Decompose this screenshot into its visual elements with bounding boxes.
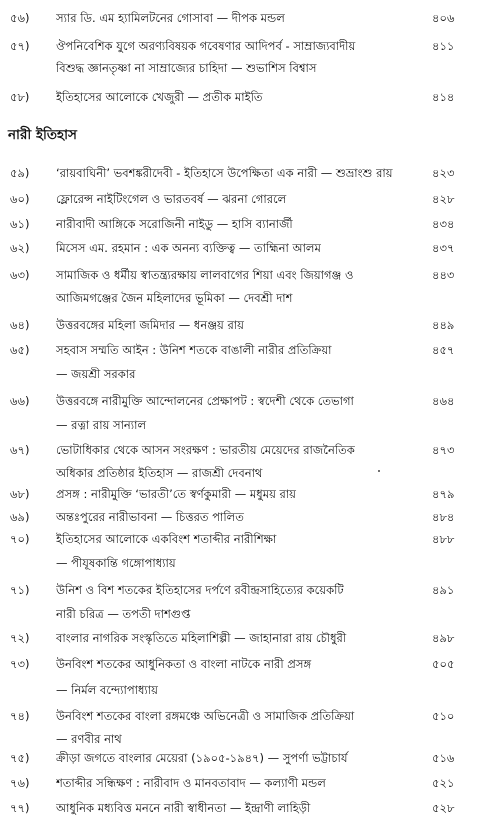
entry-page-number: ৪১১ <box>432 39 455 53</box>
entry-number: ৬২) <box>10 241 30 255</box>
entry-title-line: নারী চরিত্র — তপতী দাশগুপ্ত <box>56 607 191 621</box>
entry-title-line: ঔপনিবেশিক যুগে অরণ্যবিষয়ক গবেষণার আদিপর্ব - সাম্রাজ্যবাদীয় <box>56 39 356 53</box>
entry-number: ৭৬) <box>10 776 30 790</box>
entry-title-line: — রণবীর নাথ <box>56 732 122 746</box>
entry-title-line: সহবাস সম্মতি আইন : উনিশ শতকে বাঙালী নারীর প্রতিক্রিয়া <box>56 343 332 357</box>
entry-page-number: ৪৭৩ <box>432 443 455 457</box>
entry-page-number: ৪৮৪ <box>432 510 455 524</box>
entry-title-line: ফ্লোরেন্স নাইটিংগেল ও ভারতবর্ষ — ঝরনা গোরলে <box>56 192 287 206</box>
entry-title-line: ইতিহাসের আলোকে একবিংশ শতাব্দীর নারীশিক্ষা <box>56 532 277 546</box>
entry-page-number: ৪৩৭ <box>432 241 455 255</box>
entry-number: ৬৯) <box>10 510 30 524</box>
entry-page-number: ৪৫৭ <box>432 343 455 357</box>
entry-page-number: ৪৭৯ <box>432 487 455 501</box>
entry-number: ৫৮) <box>10 90 30 104</box>
entry-number: ৭৫) <box>10 751 30 765</box>
entry-page-number: ৫২১ <box>432 776 455 790</box>
entry-page-number: ৫১৬ <box>432 751 455 765</box>
entry-number: ৬৮) <box>10 487 30 501</box>
entry-number: ৬৫) <box>10 343 30 357</box>
entry-page-number: ৫০৫ <box>432 657 455 671</box>
entry-number: ৭১) <box>10 583 30 597</box>
entry-title-line: উনবিংশ শতকের আধুনিকতা ও বাংলা নাটকে নারী প্রসঙ্গ <box>56 657 312 671</box>
entry-page-number: ৪২৮ <box>432 192 455 206</box>
entry-page-number: ৪৮৮ <box>432 532 455 546</box>
entry-number: ৬৬) <box>10 394 30 408</box>
entry-page-number: ৪২৩ <box>432 166 455 180</box>
entry-number: ৬৭) <box>10 443 30 457</box>
entry-page-number: ৪৪৩ <box>432 268 455 282</box>
entry-title-line: — পীযূষকান্তি গঙ্গোপাধ্যায় <box>56 556 176 570</box>
entry-title-line: ইতিহাসের আলোকে খেজুরী — প্রতীক মাইতি <box>56 90 263 104</box>
entry-title-line: — জয়শ্রী সরকার <box>56 367 136 381</box>
entry-title-line: স্যার ডি. এম হ্যামিলটনের গোসাবা — দীপক মন্ডল <box>56 11 285 25</box>
entry-page-number: ৪৩৪ <box>432 217 455 231</box>
entry-title-line: — রত্না রায় সান্যাল <box>56 418 147 432</box>
entry-title-line: সামাজিক ও ধর্মীয় স্বাতন্ত্র্যরক্ষায় লালবাগের শিয়া এবং জিয়াগঞ্জ ও <box>56 268 354 282</box>
entry-title-line: প্রসঙ্গ : নারীমুক্তি ‘ভারতী’তে স্বর্ণকুমারী — মধুময় রায় <box>56 487 296 501</box>
entry-title-line: উনবিংশ শতকের বাংলা রঙ্গমঞ্চে অভিনেত্রী ও সামাজিক প্রতিক্রিয়া <box>56 709 355 723</box>
entry-title-line: আধুনিক মধ্যবিত্ত মননে নারী স্বাধীনতা — ইন্দ্রাণী লাহিড়ী <box>56 801 311 815</box>
entry-number: ৭০) <box>10 532 30 546</box>
entry-title-line: ‘রায়বাঘিনী’ ভবশঙ্করীদেবী - ইতিহাসে উপেক্ষিতা এক নারী — শুভ্রাংশু রায় <box>56 166 393 180</box>
entry-title-line: ভোটাধিকার থেকে আসন সংরক্ষণ : ভারতীয় মেয়েদের রাজনৈতিক <box>56 443 355 457</box>
entry-title-line: আজিমগঞ্জের জৈন মহিলাদের ভূমিকা — দেবশ্রী দাশ <box>56 291 293 305</box>
entry-number: ৬৪) <box>10 318 30 332</box>
entry-title-line: বাংলার নাগরিক সংস্কৃতিতে মহিলাশিল্পী — জাহানারা রায় চৌধুরী <box>56 631 347 645</box>
entry-title-line: অন্তঃপুরের নারীভাবনা — চিত্তরত পালিত <box>56 510 244 524</box>
entry-number: ৫৭) <box>10 39 30 53</box>
entry-number: ৭৭) <box>10 801 30 815</box>
entry-number: ৭৩) <box>10 657 30 671</box>
entry-title-line: নারীবাদী আঙ্গিকে সরোজিনী নাইডু — হাসি ব্যানার্জী <box>56 217 293 231</box>
entry-title-line: — নির্মল বন্দ্যোপাধ্যায় <box>56 683 158 697</box>
entry-page-number: ৪৯৮ <box>432 631 455 645</box>
entry-title-line: ক্রীড়া জগতে বাংলার মেয়েরা (১৯০৫-১৯৪৭) — সুপর্ণা ভট্টাচার্য <box>56 751 348 765</box>
entry-title-line: উত্তরবঙ্গের মহিলা জমিদার — ধনঞ্জয় রায় <box>56 318 244 332</box>
entry-page-number: ৪৯১ <box>432 583 455 597</box>
entry-page-number: ৪০৬ <box>432 11 455 25</box>
entry-number: ৭২) <box>10 631 30 645</box>
entry-title-line: অধিকার প্রতিষ্ঠার ইতিহাস — রাজশ্রী দেবনাথ <box>56 466 263 480</box>
entry-number: ৫৬) <box>10 11 30 25</box>
entry-page-number: ৫১০ <box>432 709 455 723</box>
entry-title-line: উত্তরবঙ্গে নারীমুক্তি আন্দোলনের প্রেক্ষাপট : স্বদেশী থেকে তেভাগা <box>56 394 354 408</box>
entry-title-line: শতাব্দীর সন্ধিক্ষণ : নারীবাদ ও মানবতাবাদ — কল্যাণী মন্ডল <box>56 776 326 790</box>
entry-title-line: উনিশ ও বিশ শতকের ইতিহাসের দর্পণে রবীন্দ্রসাহিত্যের কয়েকটি <box>56 583 344 597</box>
entry-page-number: ৪৬৪ <box>432 394 455 408</box>
entry-number: ৭৪) <box>10 709 30 723</box>
entry-number: ৬০) <box>10 192 30 206</box>
entry-title-line: বিশুদ্ধ জ্ঞানতৃষ্ণা না সাম্রাজ্যের চাহিদা — শুভাশিস বিশ্বাস <box>56 61 317 75</box>
entry-page-number: ৪১৪ <box>432 90 455 104</box>
entry-number: ৬৩) <box>10 268 30 282</box>
entry-page-number: ৪৪৯ <box>432 318 455 332</box>
entry-title-line: মিসেস এম. রহমান : এক অনন্য ব্যক্তিত্ব — তাহ্মিনা আলম <box>56 241 321 255</box>
entry-page-number: ৫২৮ <box>432 801 455 815</box>
stray-dot <box>378 470 380 472</box>
entry-number: ৬১) <box>10 217 30 231</box>
entry-number: ৫৯) <box>10 166 30 180</box>
section-heading: নারী ইতিহাস <box>8 127 77 143</box>
